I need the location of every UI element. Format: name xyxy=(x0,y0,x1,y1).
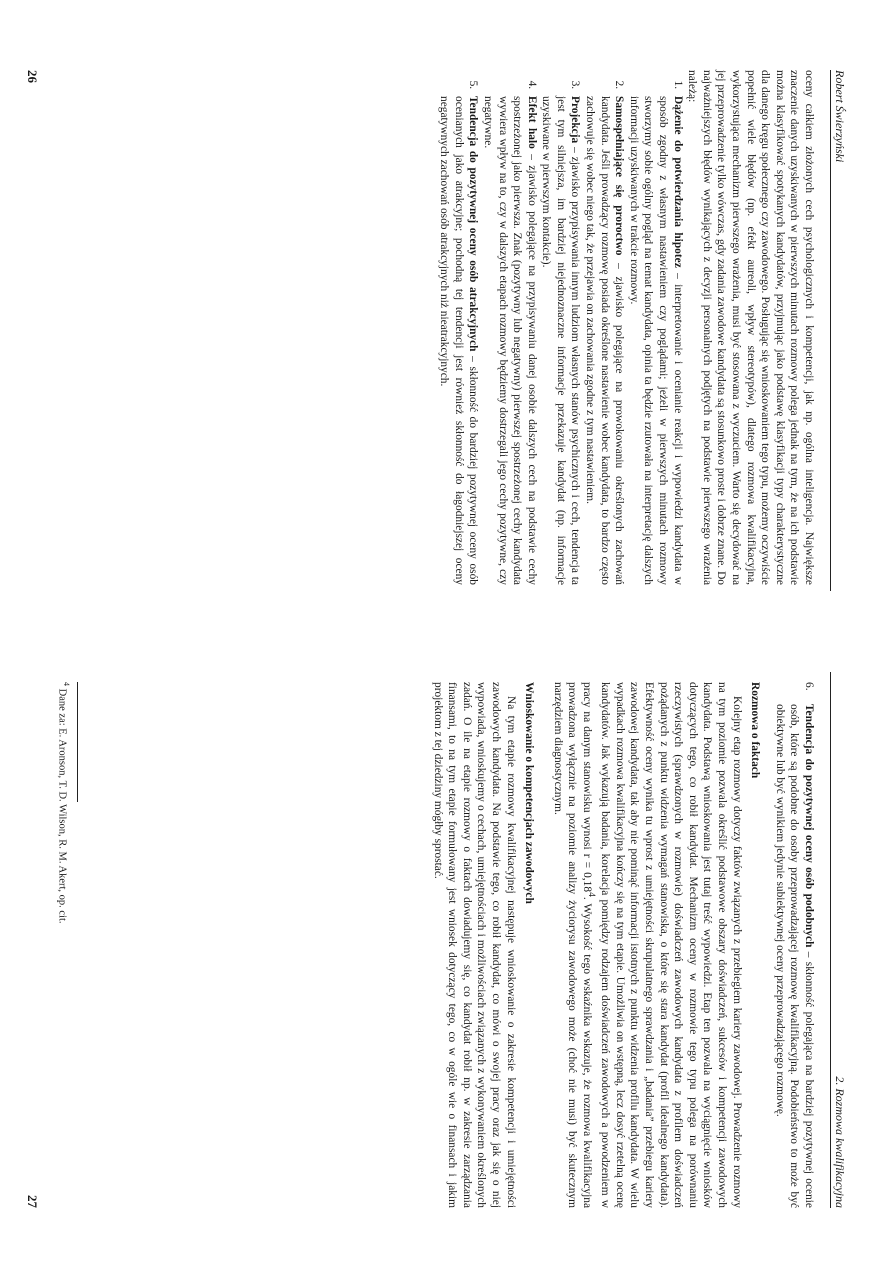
page-number: 27 xyxy=(25,1195,40,1208)
running-head: 2. Rozmowa kwalifikacyjna xyxy=(833,1076,847,1208)
intro-paragraph: oceny całkiem złożonych cech psychologicznych i kompetencji, jak np. ogólna inteligencja. Największe znaczenie danych uzyskiwanych w pierwszych minutach rozmowy polega jednak na tym, że na ich podstawie można klasyfikować spotykanych kandydatów, przyjmując jako podstawę klasyfikacji typy charakterystyczne dla danego kręgu społecznego czy zawodowego. Posługując się wnioskowaniem tego typu, możemy oczywiście popełnić wiele błędów (np. efekt aureoli, wpływ stereotypów), dlatego rozmowa kwalifikacyjna, wykorzystująca mechanizm pierwszego wrażenia, musi być stosowana z wyczuciem. Warto się decydować na jej przeprowadzenie tylko wówczas, gdy zadania zawodowe kandydata są stosunkowo proste i dobrze znane. Do najważniejszych błędów wynikających z decyzji personalnych podjętych na podstawie pierwszego wrażenia należą: xyxy=(686,70,815,585)
footnote-ref: 4 xyxy=(585,892,596,897)
list-item xyxy=(626,92,684,585)
section-heading-competences: Wnioskowanie o kompetencjach zawodowych xyxy=(523,682,536,904)
list-item-text: – skłonność polegająca na bardziej pozytywnej ocenie osób, które są podobne do osoby przeprowadzającej rozmowę kwalifikacyjną. Podobieństwo to może być obiektywne lub być wynikiem jedynie subiektywnej oceny przeprowadzającego rozmowę. xyxy=(773,704,815,1208)
list-item-term: Tendencja do pozytywnej oceny osób podobnych xyxy=(803,704,815,948)
list-item-term: Tendencja do pozytywnej oceny osób atrakcyjnych xyxy=(467,96,480,352)
footnote-text: Dane za: E. Aronson, T. D. Wilson, R. M. Akert, op. cit. xyxy=(56,688,68,924)
header-rule xyxy=(830,70,831,591)
footnote-number: 4 xyxy=(62,682,71,686)
list-item-text: – skłonność do bardziej pozytywnej oceny osób ocenianych jako atrakcyjne; pochodną tej tendencji jest również skłonność do łagodniejszej oceny negatywnych zachowań osób atrakcyjnych niż nieatrakcyjnych. xyxy=(438,96,480,586)
list-item-term: Samospełniające się proroctwo xyxy=(613,96,626,256)
list-item-text: – zjawisko polegające na prowokowaniu określonych zachowań kandydata. Jeśli prowadzący rozmowę posiada określone nastawienie wobec kandydata, to bardzo często zachowuje się wobec niego tak, że przejawia on zachowania zgodne z tym nastawieniem. xyxy=(584,96,626,586)
right-page xyxy=(0,632,893,1263)
list-item xyxy=(437,92,481,585)
left-body xyxy=(437,70,816,585)
facts-paragraph xyxy=(550,682,744,1208)
section-heading-facts: Rozmowa o faktach xyxy=(749,682,762,779)
list-item-term: Projekcja xyxy=(569,96,582,144)
list-item xyxy=(539,92,583,585)
facts-text-end: . Wysokość tego wskaźnika wskazuje, że rozmowa kwalifikacyjna prowadzona wyłącznie na poziomie analizy życiorysu zawodowego może (choć nie musi) być skutecznym narzędziem diagnostycznym. xyxy=(551,682,593,1208)
list-item-term: Dążenie do potwierdzania hipotez xyxy=(671,96,684,268)
page-number: 26 xyxy=(25,70,40,83)
error-list xyxy=(437,70,685,585)
running-head: Robert Świerzyński xyxy=(833,70,847,163)
competences-paragraph: Na tym etapie rozmowy kwalifikacyjnej następuje wnioskowanie o zakresie kompetencji i umiejętności zawodowych kandydata. Na podstawie tego, co robił kandydat, co mówi o swojej pracy oraz jak się o niej wypowiada, wnioskujemy o cechach, umiejętnościach i możliwościach związanych z wykonywaniem określonych zadań. O ile na etapie rozmowy o faktach dowiadujemy się, co kandydat robił np. w zakresie zarządzania finansami, to na tym etapie formułowany jest wniosek dotyczący tego, co w ogóle wie o finansach i jakim projektom z tej dziedziny mógłby sprostać. xyxy=(431,682,517,1208)
list-item xyxy=(480,92,538,585)
list-item-6 xyxy=(772,682,816,1208)
list-item-text: – zjawisko polegające na przypisywaniu danej osobie dalszych cech na podstawie cechy spostrzeżonej jako pierwsza. Znak (pozytywny lub negatywny) pierwszej spostrzeżonej cechy kandydata wywiera wpływ na to, czy w dalszych etapach rozmowy będziemy dostrzegali jego cechy pozytywne, czy negatywne. xyxy=(481,96,538,586)
list-item-text: – interpretowanie i ocenianie reakcji i wypowiedzi kandydata w sposób zgodny z własnym nastawieniem czy poglądami; jeżeli w pierwszych minutach rozmowy stworzymy sobie ogólny pogląd na temat kandydata, opinia ta będzie rzutowała na interpretację dalszych informacji uzyskiwanych w trakcie rozmowy. xyxy=(627,96,684,586)
facts-text: Kolejny etap rozmowy dotyczy faktów związanych z przebiegiem kariery zawodowej. Prowadzenie rozmowy na tym poziomie pozwala określić podstawowe obszary doświadczeń, sukcesów i kompetencji zawodowych kandydata. Podstawą wnioskowania jest tutaj treść wypowiedzi. Etap ten pozwala na wyciągnięcie wniosków dotyczących tego, co robił kandydat. Mechanizm oceny w rozmowie tego typu polega na porównaniu rzeczywistych (sprawdzonych w rozmowie) doświadczeń zawodowych kandydata z profilem doświadczeń pożądanych z punktu widzenia wymagań stanowiska, o które się stara kandydat (profil idealnego kandydata). Efektywność oceny wynika tu wprost z umiejętności skrupulatnego sprawdzania i „badania” przebiegu kariery zawodowej kandydata, tak aby nie pominąć informacji istotnych z punktu widzenia profilu kandydata. W wielu wypadkach rozmowa kwalifikacyjna kończy się na tym etapie. Umożliwia on wstępną, lecz dosyć rzetelną ocenę kandydatów. Jak wykazują badania, korelacja pomiędzy rodzajem doświadczeń zawodowych a powodzeniem w pracy na danym stanowisku wynosi r = 0,18 xyxy=(580,682,743,1208)
right-body xyxy=(430,682,816,1208)
list-item-term: Efekt halo xyxy=(525,96,538,149)
list-item xyxy=(583,92,627,585)
left-page xyxy=(0,0,893,631)
footnote xyxy=(57,682,72,1208)
footnote-rule xyxy=(77,682,78,802)
list-item-number: 6. xyxy=(803,682,815,691)
header-rule xyxy=(830,672,831,1208)
list-item-text: – zjawisko przypisywania innym ludziom własnych stanów psychicznych i cech, tendencja ta jest tym silniejsza, im bardziej niejednoznaczne informacje przekazuje kandydat (np. informacje uzyskiwane w pierwszym kontakcie). xyxy=(540,96,582,585)
